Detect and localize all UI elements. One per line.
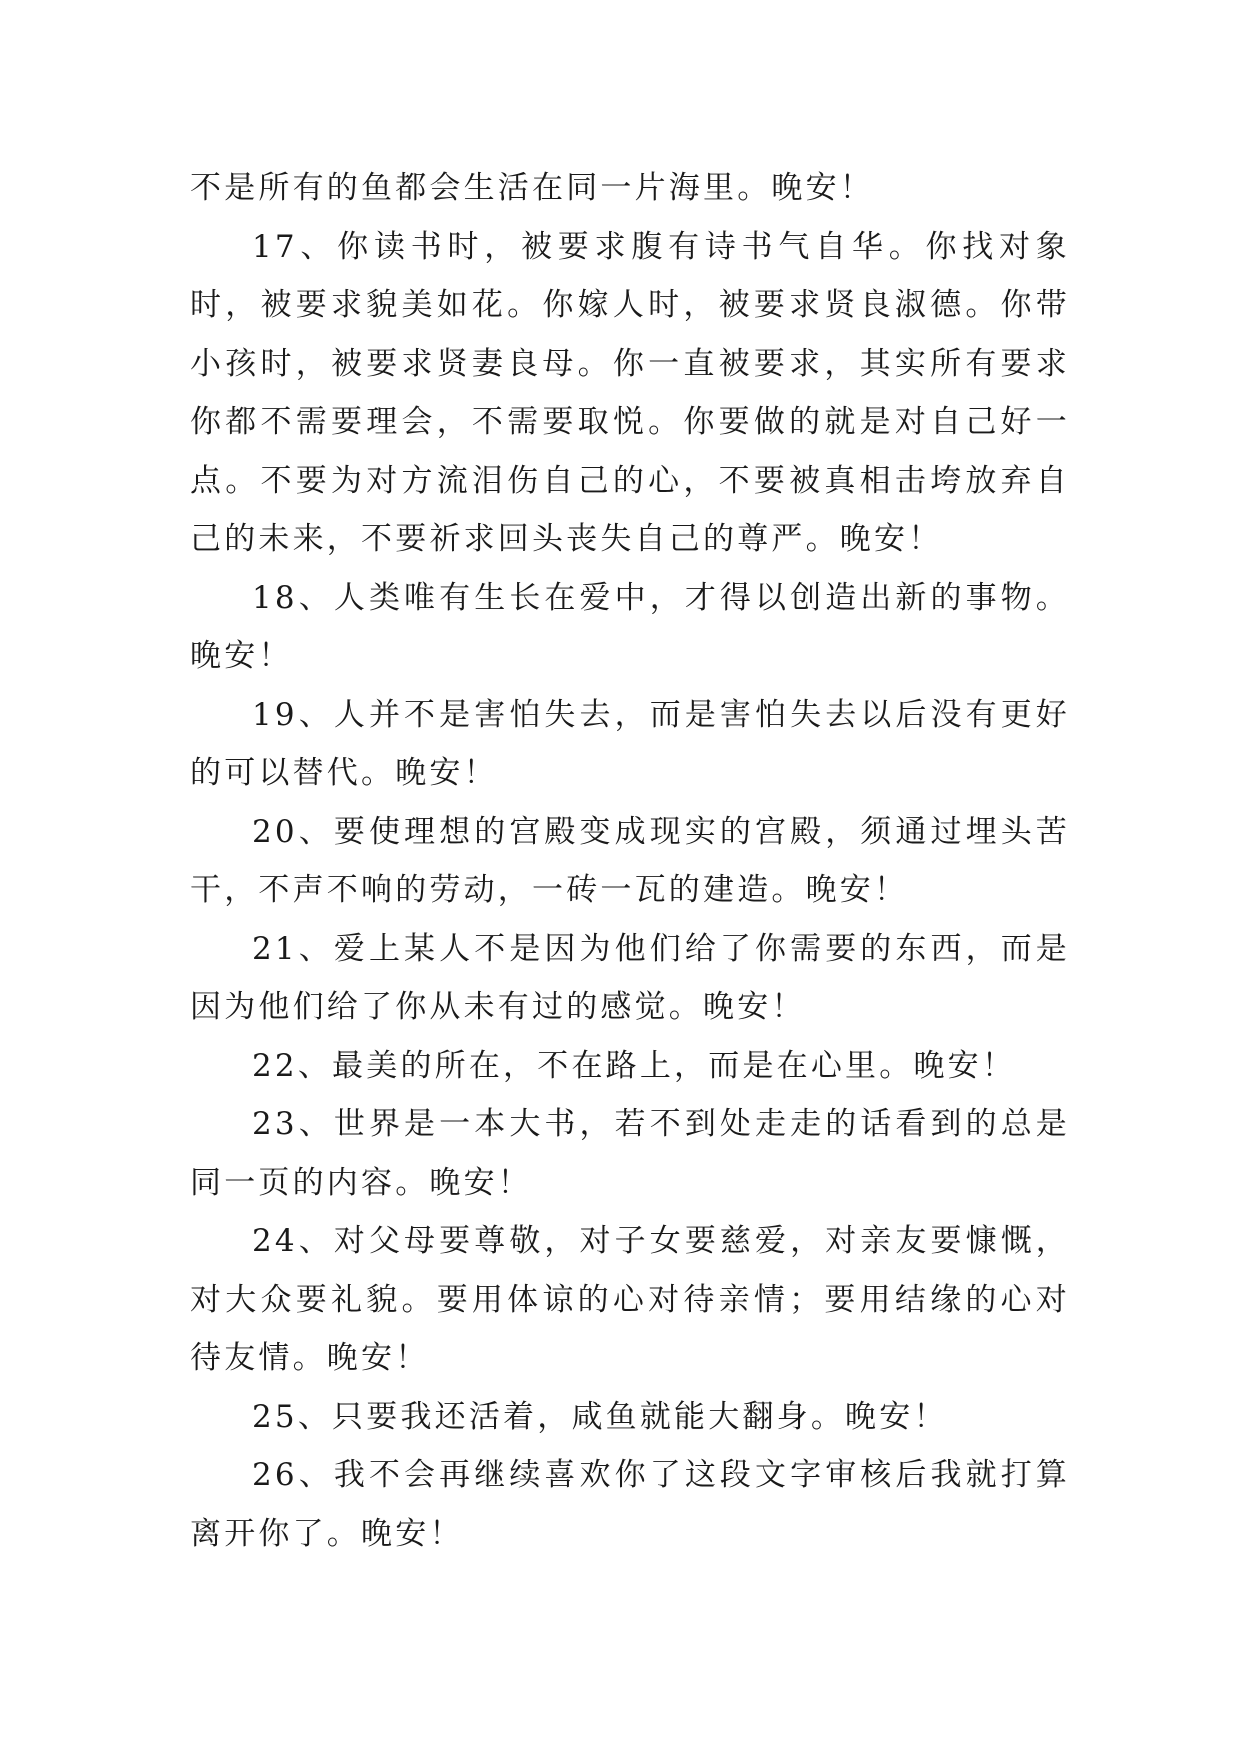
paragraph-item-18: 18、人类唯有生长在爱中，才得以创造出新的事物。晚安！ <box>190 579 1070 674</box>
paragraph-item-26: 26、我不会再继续喜欢你了这段文字审核后我就打算离开你了。晚安！ <box>190 1457 1070 1552</box>
body-text <box>190 159 1070 1563</box>
paragraph-continuation: 不是所有的鱼都会生活在同一片海里。晚安！ <box>190 170 874 206</box>
paragraph-item-25: 25、只要我还活着，咸鱼就能大翻身。晚安！ <box>252 1398 948 1435</box>
paragraph-item-19: 19、人并不是害怕失去，而是害怕失去以后没有更好的可以替代。晚安！ <box>190 696 1070 791</box>
paragraph-item-17: 17、你读书时，被要求腹有诗书气自华。你找对象时，被要求貌美如花。你嫁人时，被要求贤良淑德。你带小孩时，被要求贤妻良母。你一直被要求，其实所有要求你都不需要理会，不需要取悦。你要做的就是对自己好一点。不要为对方流泪伤自己的心，不要被真相击垮放弃自己的未来，不要祈求回头丧失自己的尊严。晚安！ <box>190 228 1070 557</box>
paragraph-item-21: 21、爱上某人不是因为他们给了你需要的东西，而是因为他们给了你从未有过的感觉。晚安！ <box>190 930 1070 1025</box>
paragraph-item-22: 22、最美的所在，不在路上，而是在心里。晚安！ <box>252 1047 1017 1084</box>
paragraph-item-20: 20、要使理想的宫殿变成现实的宫殿，须通过埋头苦干，不声不响的劳动，一砖一瓦的建造。晚安！ <box>190 813 1070 908</box>
paragraph-item-24: 24、对父母要尊敬，对子女要慈爱，对亲友要慷慨，对大众要礼貌。要用体谅的心对待亲情；要用结缘的心对待友情。晚安！ <box>190 1223 1070 1376</box>
paragraph-item-23: 23、世界是一本大书，若不到处走走的话看到的总是同一页的内容。晚安！ <box>190 1106 1070 1201</box>
